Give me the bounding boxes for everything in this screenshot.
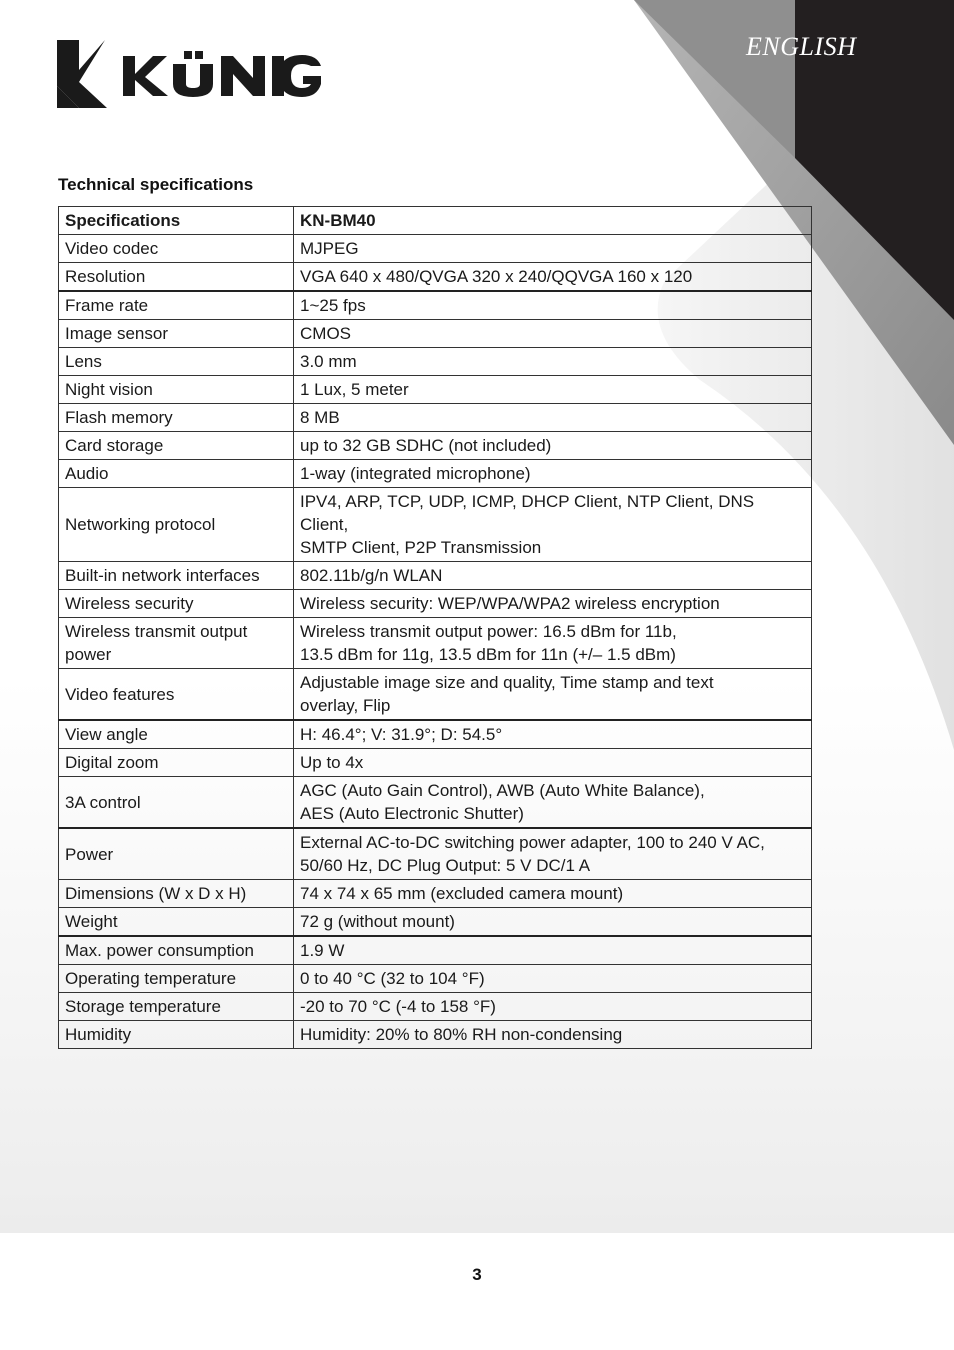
table-row <box>59 936 812 965</box>
spec-name-cell: Wireless transmit output power <box>59 618 294 669</box>
table-row <box>59 749 812 777</box>
table-row <box>59 460 812 488</box>
spec-name-cell: 3A control <box>59 777 294 829</box>
table-row <box>59 348 812 376</box>
spec-value-cell: 3.0 mm <box>294 348 812 376</box>
table-row <box>59 235 812 263</box>
spec-name-cell: Humidity <box>59 1021 294 1049</box>
spec-value-cell: 1 Lux, 5 meter <box>294 376 812 404</box>
spec-value-cell: Up to 4x <box>294 749 812 777</box>
language-label: ENGLISH <box>746 32 857 61</box>
spec-name-cell: Built-in network interfaces <box>59 562 294 590</box>
spec-value-cell: up to 32 GB SDHC (not included) <box>294 432 812 460</box>
spec-value-cell: IPV4, ARP, TCP, UDP, ICMP, DHCP Client, NTP Client, DNS Client, SMTP Client, P2P Transmission <box>294 488 812 562</box>
table-row <box>59 618 812 669</box>
section-title: Technical specifications <box>58 175 254 194</box>
spec-value-cell: Wireless transmit output power: 16.5 dBm for 11b, 13.5 dBm for 11g, 13.5 dBm for 11n (+/– 1.5 dBm) <box>294 618 812 669</box>
spec-value-cell: 8 MB <box>294 404 812 432</box>
specs-table <box>58 206 812 1049</box>
spec-name-cell: Digital zoom <box>59 749 294 777</box>
spec-value-cell: H: 46.4°; V: 31.9°; D: 54.5° <box>294 720 812 749</box>
specs-table-body <box>59 235 812 1049</box>
table-row <box>59 263 812 292</box>
table-header-row <box>59 207 812 235</box>
spec-name-cell: Night vision <box>59 376 294 404</box>
table-row <box>59 1021 812 1049</box>
spec-value-cell: MJPEG <box>294 235 812 263</box>
table-row <box>59 488 812 562</box>
spec-value-cell: 72 g (without mount) <box>294 908 812 937</box>
spec-name-cell: Flash memory <box>59 404 294 432</box>
spec-value-cell: -20 to 70 °C (-4 to 158 °F) <box>294 993 812 1021</box>
spec-name-cell: Lens <box>59 348 294 376</box>
table-row <box>59 376 812 404</box>
page-number: 3 <box>472 1265 482 1284</box>
spec-name-cell: Max. power consumption <box>59 936 294 965</box>
spec-name-cell: Storage temperature <box>59 993 294 1021</box>
table-row <box>59 669 812 721</box>
spec-name-cell: Power <box>59 828 294 880</box>
spec-value-cell: VGA 640 x 480/QVGA 320 x 240/QQVGA 160 x 120 <box>294 263 812 292</box>
spec-value-cell: 0 to 40 °C (32 to 104 °F) <box>294 965 812 993</box>
table-row <box>59 320 812 348</box>
spec-value-cell: AGC (Auto Gain Control), AWB (Auto White Balance), AES (Auto Electronic Shutter) <box>294 777 812 829</box>
spec-name-cell: Video features <box>59 669 294 721</box>
table-row <box>59 880 812 908</box>
spec-value-cell: 1~25 fps <box>294 291 812 320</box>
spec-name-cell: Video codec <box>59 235 294 263</box>
spec-name-cell: Frame rate <box>59 291 294 320</box>
spec-name-cell: Wireless security <box>59 590 294 618</box>
spec-name-cell: Dimensions (W x D x H) <box>59 880 294 908</box>
header-cell-model: KN-BM40 <box>294 207 812 235</box>
spec-value-cell: 1.9 W <box>294 936 812 965</box>
table-row <box>59 432 812 460</box>
spec-value-cell: 74 x 74 x 65 mm (excluded camera mount) <box>294 880 812 908</box>
spec-name-cell: Weight <box>59 908 294 937</box>
table-row <box>59 993 812 1021</box>
spec-name-cell: Audio <box>59 460 294 488</box>
spec-value-cell: External AC-to-DC switching power adapter, 100 to 240 V AC, 50/60 Hz, DC Plug Output: 5 V DC/1 A <box>294 828 812 880</box>
table-row <box>59 590 812 618</box>
spec-value-cell: Adjustable image size and quality, Time stamp and text overlay, Flip <box>294 669 812 721</box>
spec-value-cell: Humidity: 20% to 80% RH non-condensing <box>294 1021 812 1049</box>
table-row <box>59 720 812 749</box>
spec-value-cell: 1-way (integrated microphone) <box>294 460 812 488</box>
table-row <box>59 777 812 829</box>
spec-value-cell: Wireless security: WEP/WPA/WPA2 wireless encryption <box>294 590 812 618</box>
spec-name-cell: Image sensor <box>59 320 294 348</box>
table-row <box>59 562 812 590</box>
table-row <box>59 908 812 937</box>
spec-name-cell: Networking protocol <box>59 488 294 562</box>
spec-value-cell: CMOS <box>294 320 812 348</box>
header-cell-spec: Specifications <box>59 207 294 235</box>
spec-name-cell: Card storage <box>59 432 294 460</box>
table-row <box>59 291 812 320</box>
spec-value-cell: 802.11b/g/n WLAN <box>294 562 812 590</box>
spec-name-cell: Resolution <box>59 263 294 292</box>
konig-logo <box>57 40 321 110</box>
table-row <box>59 965 812 993</box>
table-row <box>59 828 812 880</box>
table-row <box>59 404 812 432</box>
spec-name-cell: View angle <box>59 720 294 749</box>
spec-name-cell: Operating temperature <box>59 965 294 993</box>
